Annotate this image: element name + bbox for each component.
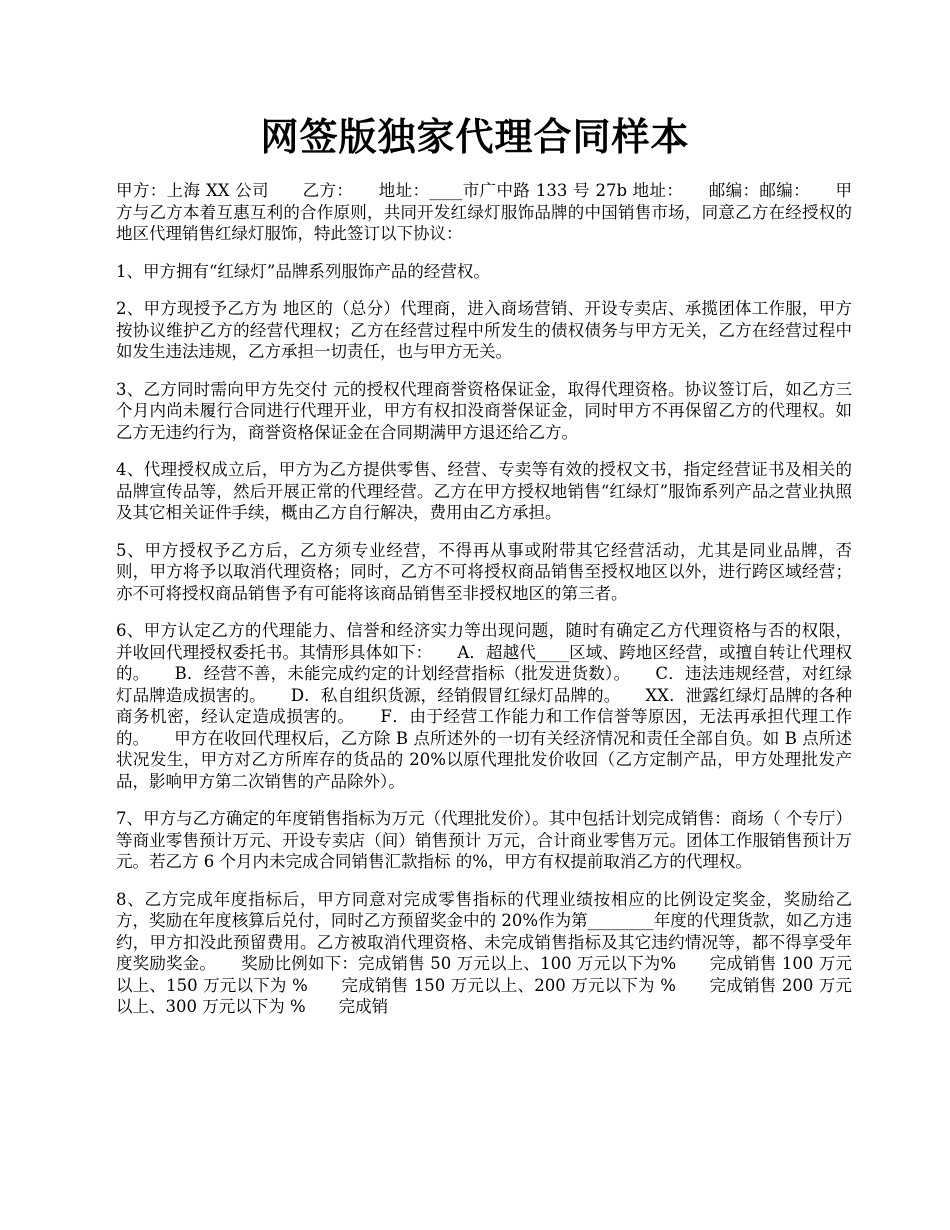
clause-6-paragraph: 6、甲方认定乙方的代理能力、信誉和经济实力等出现问题，随时有确定乙方代理资格与否的权限，并收回代理授权委托书。其情形具体如下： A．超越代____区域、跨地区经营，或擅自转让代理权的。 B．经营不善，未能完成约定的计划经营指标（批发进货数）。 C．违法违规经营，对红绿灯品牌造成损害的。 D．私自组织货源，经销假冒红绿灯品牌的。 XX．泄露红绿灯品牌的各种商务机密，经认定造成损害的。 F．由于经营工作能力和工作信誉等原因，无法再承担代理工作的。 甲方在收回代理权后，乙方除 B 点所述外的一切有关经济情况和责任全部自负。如 B 点所述状况发生，甲方对乙方所库存的货品的 20%以原代理批发价收回（乙方定制产品，甲方处理批发产品，影响甲方第二次销售的产品除外）。 <box>116 621 853 791</box>
clause-5-paragraph: 5、甲方授权予乙方后，乙方须专业经营，不得再从事或附带其它经营活动，尤其是同业品牌，否则，甲方将予以取消代理资格；同时，乙方不可将授权商品销售至授权地区以外，进行跨区域经营；亦不可将授权商品销售予有可能将该商品销售至非授权地区的第三者。 <box>116 540 852 603</box>
clause-7-paragraph: 7、甲方与乙方确定的年度销售指标为万元（代理批发价）。其中包括计划完成销售：商场（ 个专厅）等商业零售预计万元、开设专卖店（间）销售预计 万元，合计商业零售万元。团体工作服销售预计万元。若乙方 6 个月内未完成合同销售汇款指标 的%，甲方有权提前取消乙方的代理权。 <box>116 809 852 871</box>
clause-4-paragraph: 4、代理授权成立后，甲方为乙方提供零售、经营、专卖等有效的授权文书，指定经营证书及相关的品牌宣传品等，然后开展正常的代理经营。乙方在甲方授权地销售“红绿灯”服饰系列产品之营业执照及其它相关证件手续，概由乙方自行解决，费用由乙方承担。 <box>116 460 852 522</box>
clause-1-paragraph: 1、甲方拥有“红绿灯”品牌系列服饰产品的经营权。 <box>116 261 490 281</box>
preamble-paragraph: 甲方：上海 XX 公司 乙方： 地址：____市广中路 133 号 27b 地址： 邮编：邮编： 甲方与乙方本着互惠互利的合作原则，共同开发红绿灯服饰品牌的中国销售市场，同意乙方在经授权的地区代理销售红绿灯服饰，特此签订以下协议： <box>116 181 852 243</box>
clause-3-paragraph: 3、乙方同时需向甲方先交付 元的授权代理商誉资格保证金，取得代理资格。协议签订后，如乙方三个月内尚未履行合同进行代理开业，甲方有权扣没商誉保证金，同时甲方不再保留乙方的代理权。如乙方无违约行为，商誉资格保证金在合同期满甲方退还给乙方。 <box>116 379 852 442</box>
document-title: 网签版独家代理合同样本 <box>260 114 690 159</box>
document-body <box>116 180 852 1034</box>
clause-8-paragraph: 8、乙方完成年度指标后，甲方同意对完成零售指标的代理业绩按相应的比例设定奖金，奖励给乙方，奖励在年度核算后兑付，同时乙方预留奖金中的 20%作为第________年度的代理货款，如乙方违约，甲方扣没此预留费用。乙方被取消代理资格、未完成销售指标及其它违约情况等，都不得享受年度奖励奖金。 奖励比例如下：完成销售 50 万元以上、100 万元以下为% 完成销售 100 万元以上、150 万元以下为 % 完成销售 150 万元以上、200 万元以下为 % 完成销售 200 万元以上、300 万元以下为 % 完成销 <box>116 889 852 1016</box>
clause-2-paragraph: 2、甲方现授予乙方为 地区的（总分）代理商，进入商场营销、开设专卖店、承揽团体工作服，甲方按协议维护乙方的经营代理权；乙方在经营过程中所发生的债权债务与甲方无关，乙方在经营过程中如发生违法违规，乙方承担一切责任，也与甲方无关。 <box>116 299 852 361</box>
